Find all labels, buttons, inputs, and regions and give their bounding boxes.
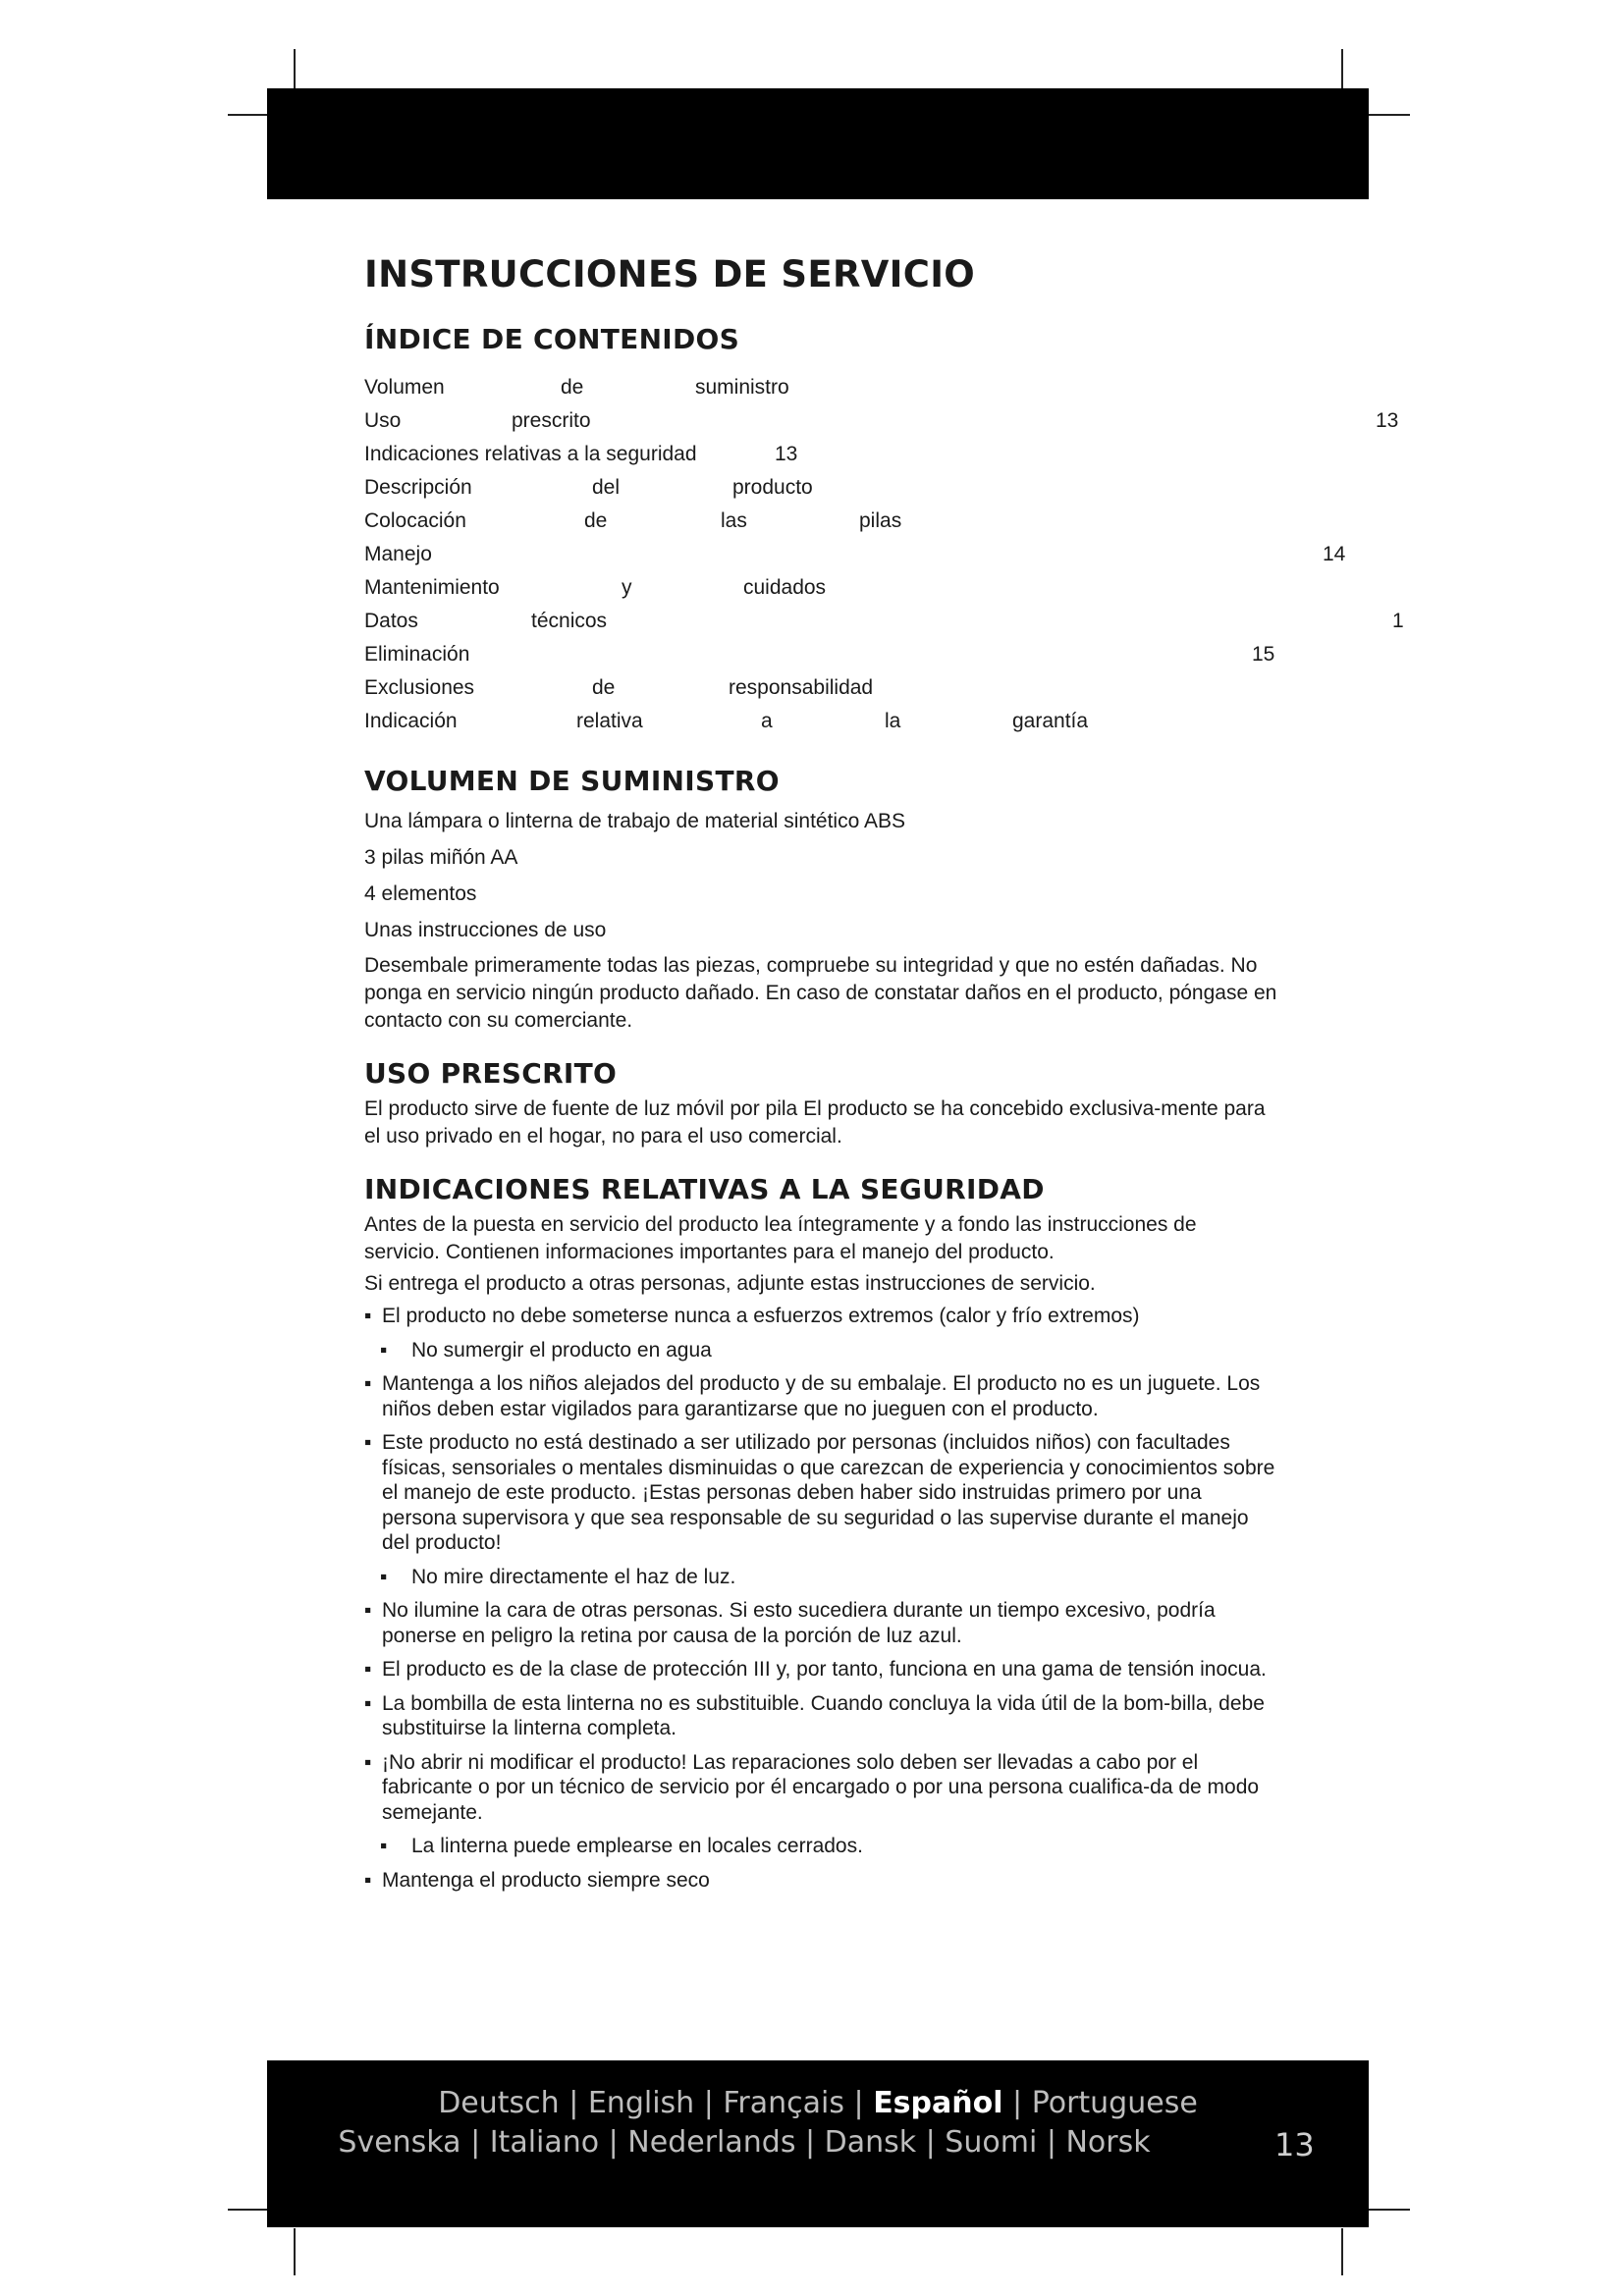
volumen-text: Desembale primeramente todas las piezas, compruebe su integridad y que no estén dañadas. No ponga en servicio ningún producto dañado. En caso de constatar daños en el producto, póngase en contacto con su comerciante.: [364, 954, 1277, 1032]
toc-page: 13: [775, 443, 798, 465]
toc-word: garantía: [1012, 710, 1089, 732]
toc-row: [364, 438, 1405, 471]
toc-row: [364, 538, 1405, 571]
toc-word: Uso: [364, 409, 402, 432]
toc-word: producto: [732, 476, 813, 499]
page-content: [364, 245, 1404, 1901]
toc-word: Exclusiones: [364, 676, 475, 699]
safety-item: ▪ El producto es de la clase de protección III y, por tanto, funciona en una gama de tensión inocua.: [364, 1657, 1277, 1682]
crop-mark: [1363, 114, 1410, 116]
header-bar: [267, 88, 1369, 199]
language-links[interactable]: Deutsch | English | Français |: [438, 2086, 874, 2120]
safety-item: ▪ No mire directamente el haz de luz.: [364, 1565, 1277, 1590]
toc-word: del: [592, 476, 621, 499]
toc-row: [364, 671, 1405, 705]
toc-word: de: [584, 509, 608, 532]
language-selector: [267, 2084, 1369, 2163]
language-active[interactable]: Español: [873, 2086, 1003, 2120]
language-links[interactable]: | Portuguese: [1002, 2086, 1198, 2120]
safety-item: ▪ Mantenga el producto siempre seco: [364, 1868, 1277, 1894]
supply-item: 3 pilas miñón AA: [364, 846, 518, 869]
toc-row: [364, 471, 1405, 505]
toc-row: [364, 505, 1405, 538]
supply-item: 4 elementos: [364, 882, 477, 905]
safety-list: [364, 1304, 1277, 1893]
toc-row: [364, 371, 1405, 404]
toc-word: prescrito: [512, 409, 591, 432]
uso-text: El producto sirve de fuente de luz móvil por pila El producto se ha concebido exclusiva-mente para el uso privado en el hogar, no para el uso comercial.: [364, 1097, 1266, 1148]
toc-word: Indicación: [364, 710, 458, 732]
toc-row: [364, 404, 1405, 438]
toc-word: Mantenimiento: [364, 576, 500, 599]
safety-item: ▪ Este producto no está destinado a ser utilizado por personas (incluidos niños) con facultades físicas, sensoriales o mentales disminuidas o que carezcan de experiencia y conocimientos sobre el manejo de este producto. ¡Estas personas deben haber sido instruidas primero por una persona supervisora y que sea responsable de su seguridad o las supervise durante el manejo del producto!: [364, 1430, 1277, 1556]
section-heading-uso: USO PRESCRITO: [364, 1057, 618, 1090]
crop-mark: [294, 2228, 296, 2275]
toc-word: pilas: [859, 509, 902, 532]
crop-mark: [1341, 2228, 1343, 2275]
safety-item: ▪ El producto no debe someterse nunca a esfuerzos extremos (calor y frío extremos): [364, 1304, 1277, 1329]
toc-page: 14: [1323, 543, 1346, 565]
safety-item: ▪ La bombilla de esta linterna no es substituible. Cuando concluya la vida útil de la bom-billa, debe substituirse la linterna completa.: [364, 1691, 1277, 1741]
toc-word: Indicaciones relativas a la seguridad: [364, 443, 697, 465]
seguridad-handover-note: Si entrega el producto a otras personas, adjunte estas instrucciones de servicio.: [364, 1272, 1096, 1295]
seguridad-intro: Antes de la puesta en servicio del producto lea íntegramente y a fondo las instrucciones de servicio. Contienen informaciones importantes para el manejo del producto.: [364, 1213, 1197, 1263]
section-heading-volumen: VOLUMEN DE SUMINISTRO: [364, 765, 780, 797]
toc-word: técnicos: [531, 610, 608, 632]
safety-item: ▪ No sumergir el producto en agua: [364, 1338, 1277, 1363]
safety-item: ▪ ¡No abrir ni modificar el producto! Las reparaciones solo deben ser llevadas a cabo por el fabricante o por un técnico de servicio por él encargado o por una persona cualifica-da de modo semejante.: [364, 1750, 1277, 1826]
table-of-contents: [364, 371, 1404, 742]
toc-row: [364, 571, 1405, 605]
toc-word: de: [592, 676, 616, 699]
page-number: 13: [1274, 2126, 1315, 2163]
toc-word: y: [622, 576, 632, 599]
toc-word: a: [761, 710, 773, 732]
safety-item: ▪ No ilumine la cara de otras personas. Si esto sucediera durante un tiempo excesivo, podría ponerse en peligro la retina por causa de la porción de luz azul.: [364, 1598, 1277, 1648]
toc-word: Eliminación: [364, 643, 470, 666]
safety-item: ▪ Mantenga a los niños alejados del producto y de su embalaje. El producto no es un juguete. Los niños deben estar vigilados para garantizarse que no jueguen con el producto.: [364, 1371, 1277, 1421]
toc-word: suministro: [695, 376, 789, 399]
toc-word: las: [721, 509, 747, 532]
toc-page: 15: [1252, 643, 1275, 666]
toc-word: Manejo: [364, 543, 432, 565]
toc-page: 13: [1376, 409, 1399, 432]
supply-item: Unas instrucciones de uso: [364, 919, 607, 941]
toc-word: la: [885, 710, 901, 732]
language-line-2[interactable]: Svenska | Italiano | Nederlands | Dansk | Suomi | Norsk: [338, 2125, 1151, 2160]
crop-mark: [1363, 2209, 1410, 2211]
toc-word: Descripción: [364, 476, 472, 499]
toc-word: cuidados: [743, 576, 827, 599]
section-heading-seguridad: INDICACIONES RELATIVAS A LA SEGURIDAD: [364, 1173, 1045, 1205]
toc-word: Volumen: [364, 376, 445, 399]
toc-word: relativa: [576, 710, 643, 732]
toc-word: Datos: [364, 610, 418, 632]
page-title: INSTRUCCIONES DE SERVICIO: [364, 253, 976, 295]
toc-word: responsabilidad: [729, 676, 874, 699]
supply-item: Una lámpara o linterna de trabajo de material sintético ABS: [364, 810, 905, 832]
toc-page: 1: [1392, 610, 1404, 632]
toc-word: de: [561, 376, 584, 399]
safety-item: ▪ La linterna puede emplearse en locales cerrados.: [364, 1834, 1277, 1859]
toc-word: Colocación: [364, 509, 466, 532]
toc-row: [364, 638, 1405, 671]
language-line-1: [267, 2084, 1369, 2123]
toc-heading: ÍNDICE DE CONTENIDOS: [364, 323, 740, 355]
toc-row: [364, 705, 1405, 738]
toc-row: [364, 605, 1405, 638]
